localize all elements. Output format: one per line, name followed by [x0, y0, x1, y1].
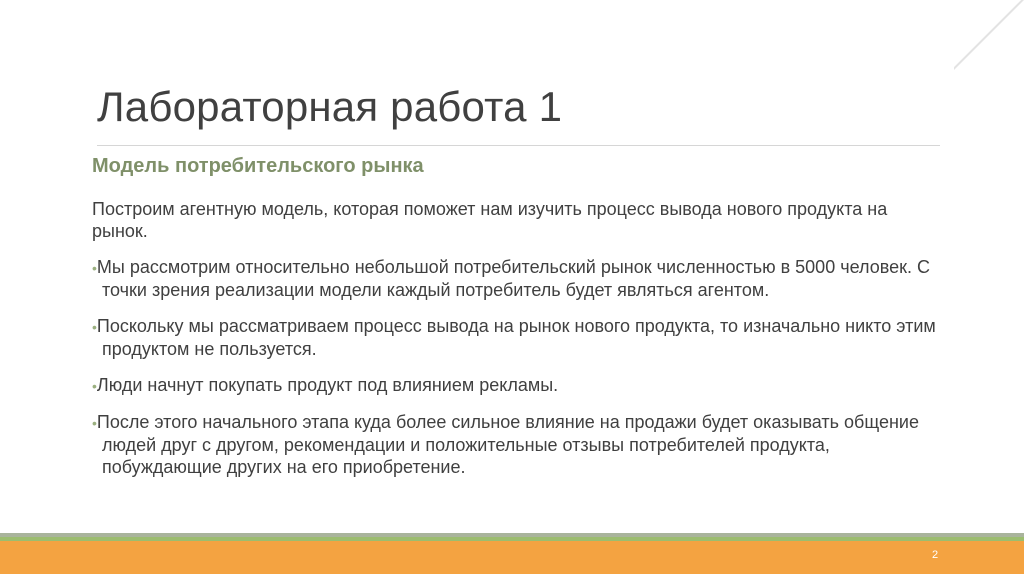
bullet-text: Люди начнут покупать продукт под влиянием рекламы. [96, 375, 559, 395]
intro-paragraph: Построим агентную модель, которая поможет нам изучить процесс вывода нового продукта на рынок. [92, 199, 888, 241]
bullet-text: После этого начального этапа куда более сильное влияние на продажи будет оказывать общение людей друг с другом, рекомендации и положительные отзывы потребителей продукта, побуждающие других на его приобретение. [96, 412, 919, 477]
bullet-marker: • [92, 319, 97, 335]
bullet-marker: • [92, 260, 97, 276]
bullet-item-1 [92, 256, 942, 301]
footer-band-orange [0, 541, 1024, 574]
bullet-item-3 [92, 374, 942, 397]
slide-subtitle: Модель потребительского рынка [92, 155, 424, 177]
slide-body [92, 198, 942, 492]
slide-title: Лабораторная работа 1 [97, 83, 563, 130]
bullet-text: Мы рассмотрим относительно небольшой потребительский рынок численностью в 5000 человек. С точки зрения реализации модели каждый потребитель будет являться агентом. [96, 257, 930, 300]
bullet-text: Поскольку мы рассматриваем процесс вывода на рынок нового продукта, то изначально никто этим продуктом не пользуется. [96, 316, 936, 359]
bullet-item-2 [92, 315, 942, 360]
bullet-marker: • [92, 415, 97, 431]
bullet-item-4 [92, 411, 942, 478]
corner-fold-line [954, 0, 1024, 70]
corner-fold-decoration [954, 0, 1024, 70]
page-number: 2 [931, 549, 939, 561]
bullet-marker: • [92, 378, 97, 394]
title-divider [97, 145, 940, 146]
